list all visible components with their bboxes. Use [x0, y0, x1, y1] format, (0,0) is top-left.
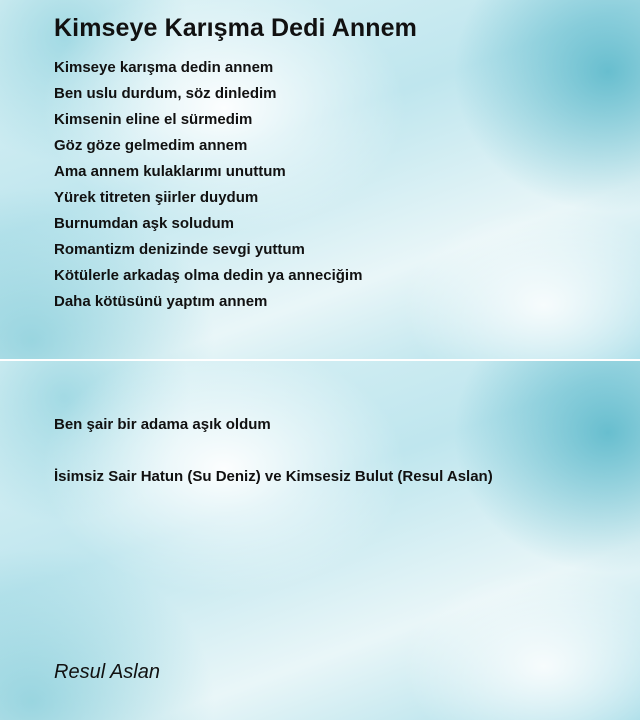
poem-credit-line: İsimsiz Sair Hatun (Su Deniz) ve Kimsesiz Bulut (Resul Aslan) [54, 468, 493, 485]
poem-line: Kötülerle arkadaş olma dedin ya anneciğim [54, 267, 363, 284]
poem-line: Göz göze gelmedim annem [54, 137, 248, 154]
poem-line: Ben şair bir adama aşık oldum [54, 416, 271, 433]
poem-card-top [0, 0, 640, 359]
poem-line: Ama annem kulaklarımı unuttum [54, 163, 286, 180]
poem-line: Daha kötüsünü yaptım annem [54, 293, 268, 310]
poem-line: Kimseye karışma dedin annem [54, 59, 274, 76]
poem-card-bottom [0, 361, 640, 720]
poem-line: Ben uslu durdum, söz dinledim [54, 85, 277, 102]
poem-line: Kimsenin eline el sürmedim [54, 111, 253, 128]
poem-line: Burnumdan aşk soludum [54, 215, 235, 232]
poem-author: Resul Aslan [54, 661, 160, 683]
poem-line: Yürek titreten şiirler duydum [54, 189, 259, 206]
poem-line: Romantizm denizinde sevgi yuttum [54, 241, 305, 258]
poem-title: Kimseye Karışma Dedi Annem [54, 14, 417, 42]
poem-lines [54, 55, 362, 315]
